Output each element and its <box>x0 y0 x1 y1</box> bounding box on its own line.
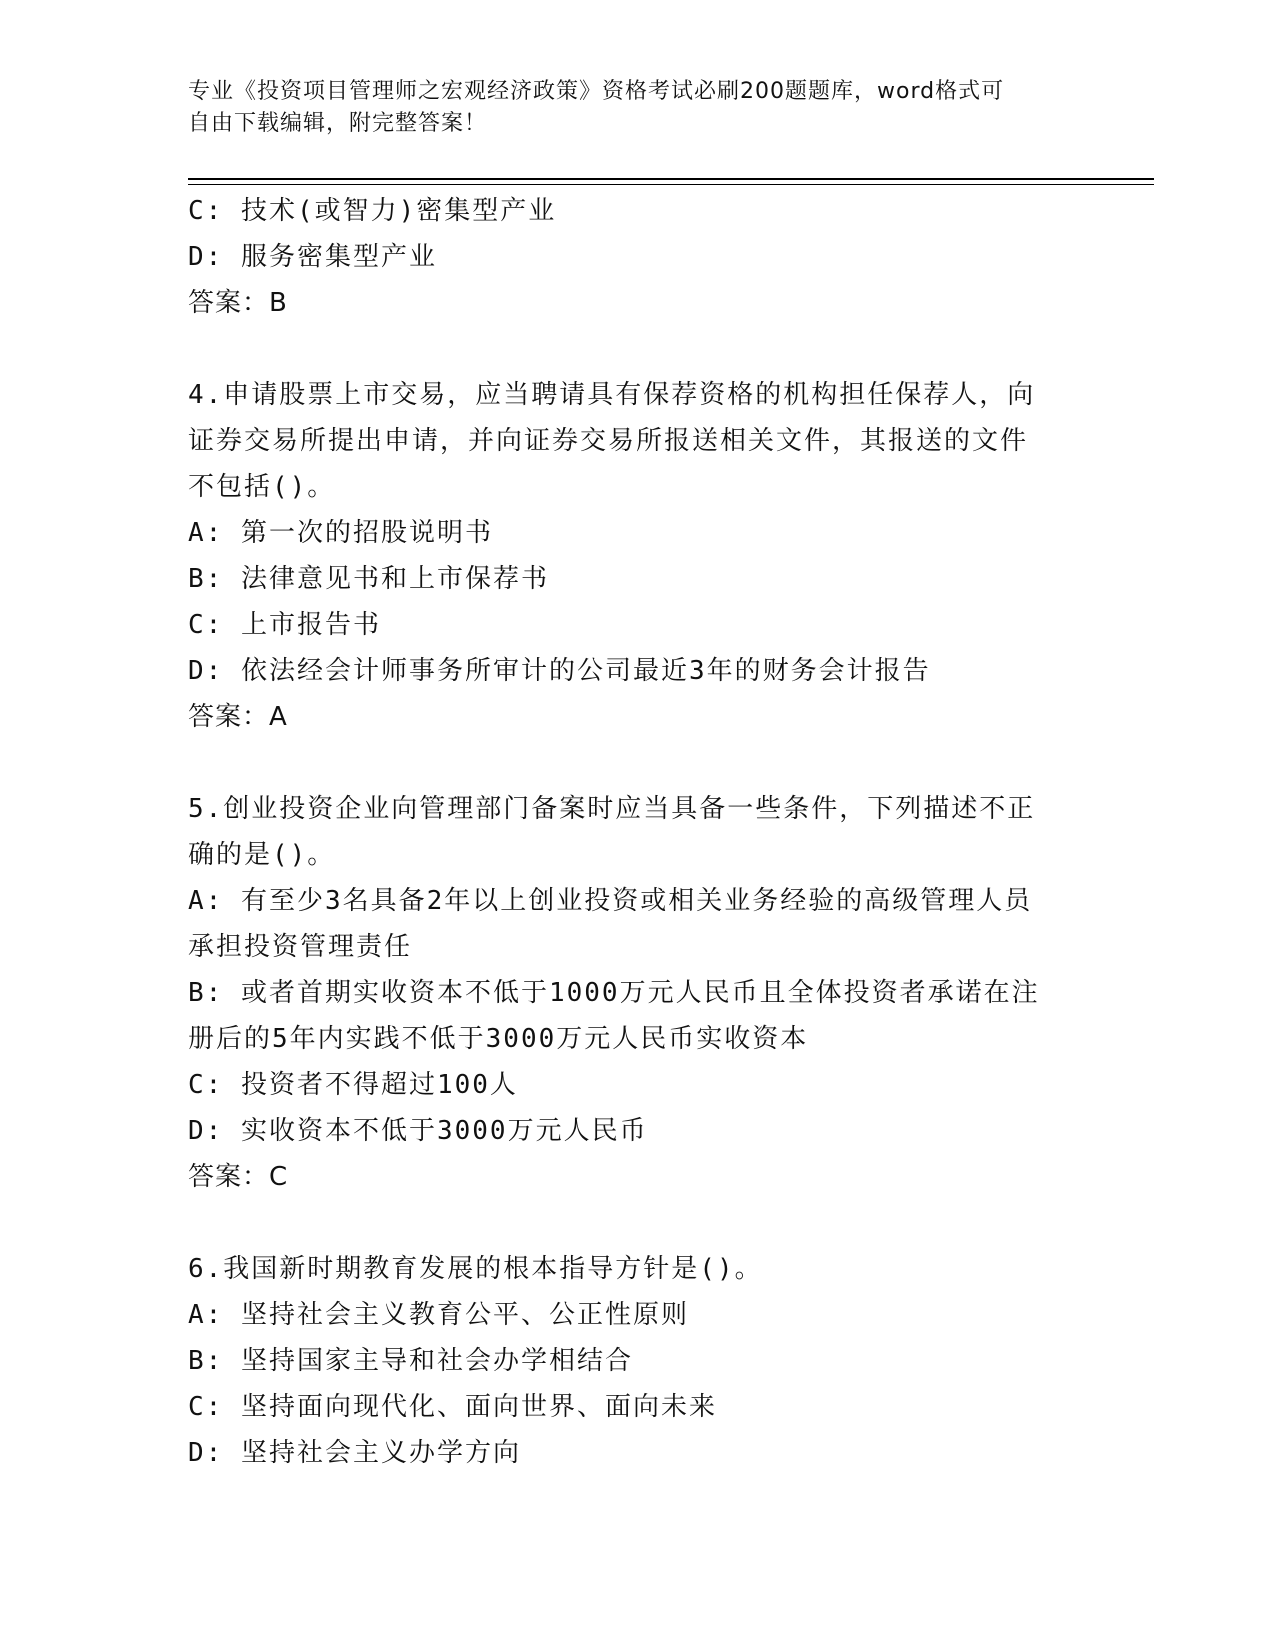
question-4 <box>188 372 1088 740</box>
option-a: A: 坚持社会主义教育公平、公正性原则 <box>188 1300 689 1330</box>
answer: 答案：B <box>188 288 288 318</box>
option-d: D: 服务密集型产业 <box>188 242 437 272</box>
question-5 <box>188 786 1088 1200</box>
question-3-tail <box>188 188 1088 326</box>
question-stem: 证券交易所提出申请，并向证券交易所报送相关文件，其报送的文件 <box>188 426 1029 456</box>
option-b: B: 法律意见书和上市保荐书 <box>188 564 549 594</box>
question-stem: 5.创业投资企业向管理部门备案时应当具备一些条件，下列描述不正 <box>188 794 1036 824</box>
option-b: B: 坚持国家主导和社会办学相结合 <box>188 1346 633 1376</box>
option-b: B: 或者首期实收资本不低于1000万元人民币且全体投资者承诺在注 <box>188 978 1040 1008</box>
document-header <box>188 76 1068 140</box>
question-stem: 不包括()。 <box>188 472 336 502</box>
answer: 答案：C <box>188 1162 289 1192</box>
header-line-2: 自由下载编辑，附完整答案！ <box>188 111 488 136</box>
option-c: C: 坚持面向现代化、面向世界、面向未来 <box>188 1392 717 1422</box>
option-d: D: 坚持社会主义办学方向 <box>188 1438 521 1468</box>
header-divider-thick <box>188 178 1154 180</box>
question-stem: 确的是()。 <box>188 840 336 870</box>
question-6 <box>188 1246 1088 1476</box>
question-stem: 4.申请股票上市交易，应当聘请具有保荐资格的机构担任保荐人，向 <box>188 380 1036 410</box>
option-a: A: 有至少3名具备2年以上创业投资或相关业务经验的高级管理人员 <box>188 886 1033 916</box>
header-divider-thin <box>188 184 1154 185</box>
question-stem: 6.我国新时期教育发展的根本指导方针是()。 <box>188 1254 763 1284</box>
option-a-continued: 承担投资管理责任 <box>188 932 413 962</box>
option-d: D: 实收资本不低于3000万元人民币 <box>188 1116 648 1146</box>
option-c: C: 技术(或智力)密集型产业 <box>188 196 557 226</box>
question-content <box>188 188 1088 1476</box>
option-c: C: 上市报告书 <box>188 610 381 640</box>
option-b-continued: 册后的5年内实践不低于3000万元人民币实收资本 <box>188 1024 809 1054</box>
header-line-1: 专业《投资项目管理师之宏观经济政策》资格考试必刷200题题库，word格式可 <box>188 79 1005 104</box>
option-a: A: 第一次的招股说明书 <box>188 518 493 548</box>
option-c: C: 投资者不得超过100人 <box>188 1070 518 1100</box>
option-d: D: 依法经会计师事务所审计的公司最近3年的财务会计报告 <box>188 656 931 686</box>
answer: 答案：A <box>188 702 288 732</box>
